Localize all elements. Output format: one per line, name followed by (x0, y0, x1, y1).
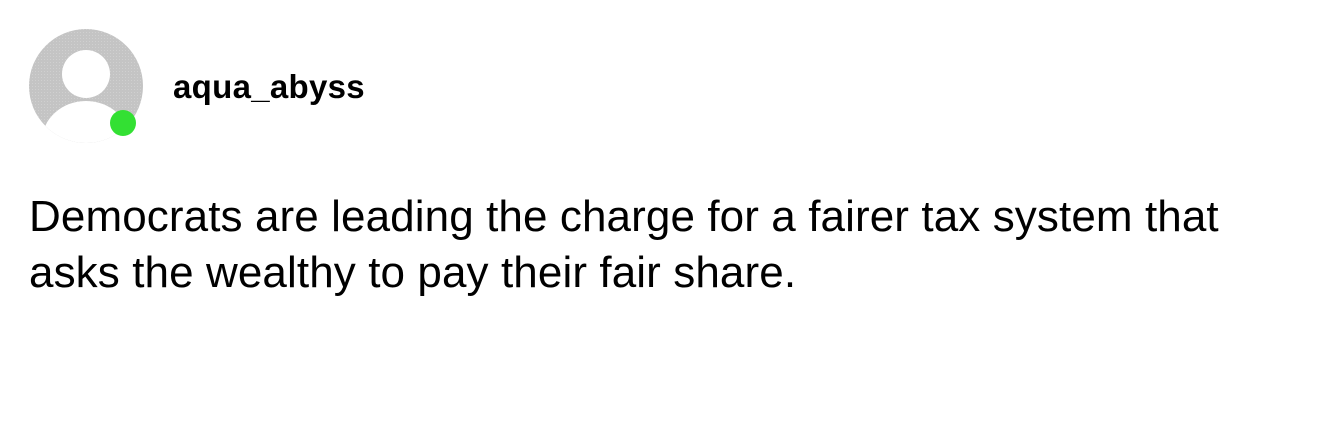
username[interactable]: aqua_abyss (173, 68, 365, 105)
avatar[interactable] (29, 29, 143, 143)
post-text: Democrats are leading the charge for a fairer tax system that asks the wealthy to pay their fair share. (29, 192, 1219, 297)
online-status-indicator (110, 110, 136, 136)
